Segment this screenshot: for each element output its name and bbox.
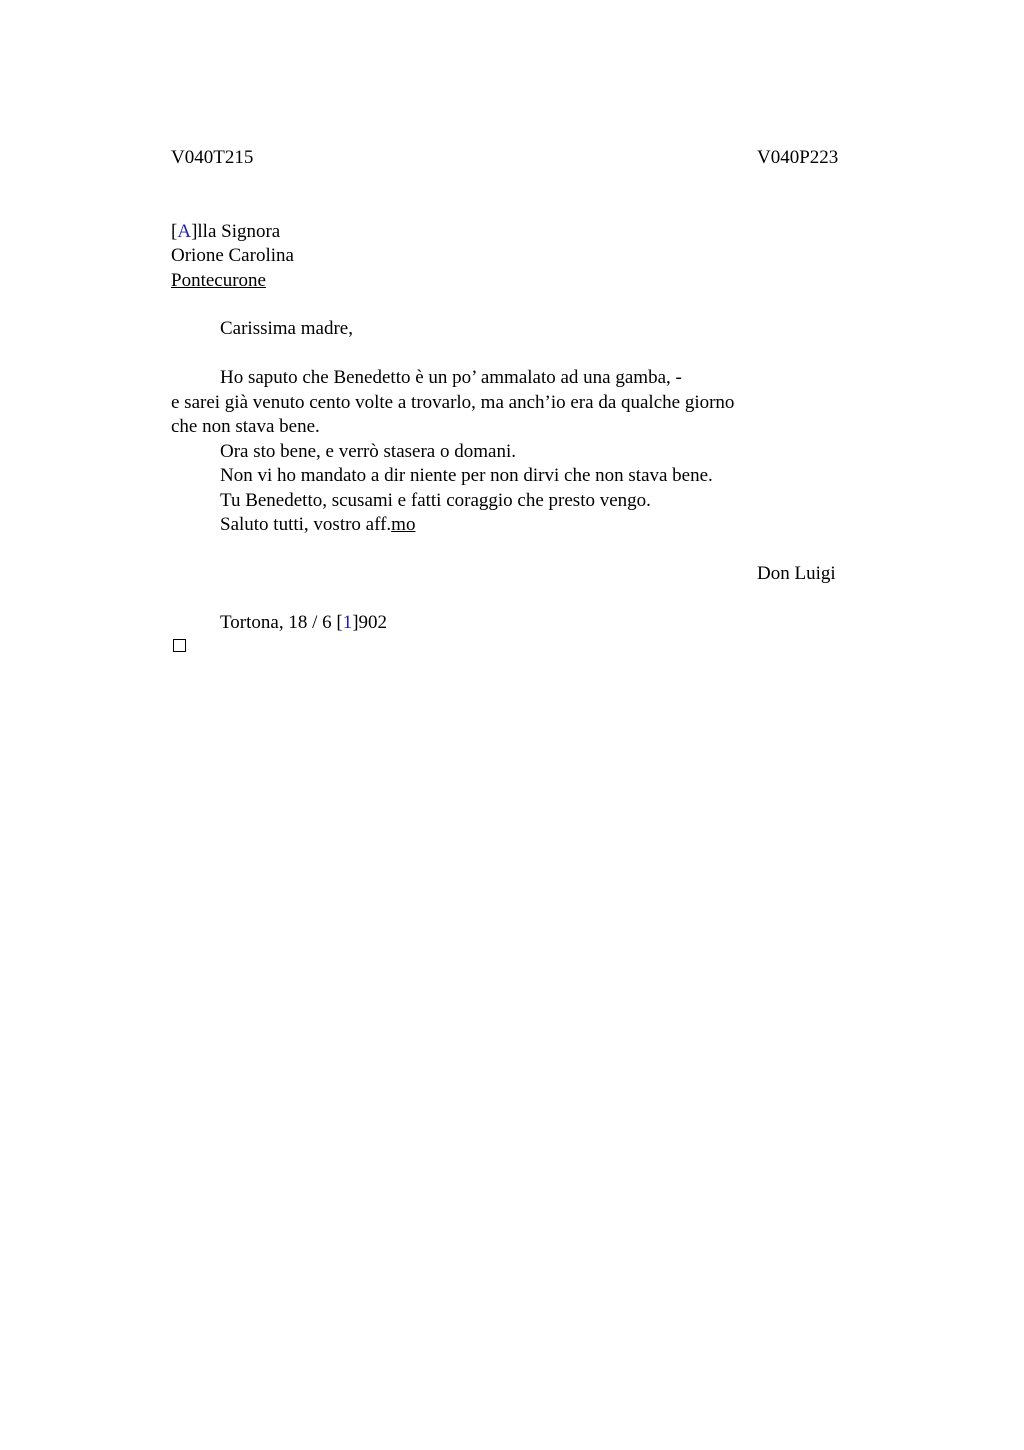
letter-closing-line [220,513,415,537]
letter-body-line: Ora sto bene, e verrò stasera o domani. [220,441,516,462]
bracket-close: ] [191,221,198,242]
closing-abbreviation: mo [391,514,416,535]
letter-body-line: che non stava bene. [171,416,320,437]
reference-code-right: V040P223 [757,147,839,168]
empty-square-icon [173,639,186,652]
letter-body-line: Non vi ho mandato a dir niente per non dirvi che non stava bene. [220,465,713,486]
date-restored-digit: 1 [342,612,353,633]
letter-body-line: e sarei già venuto cento volte a trovarlo, ma anch’io era da qualche giorno [171,392,735,413]
letter-salutation: Carissima madre, [220,318,353,339]
date-prefix: Tortona, 18 / 6 [ [220,612,343,633]
address-title-rest: lla Signora [197,221,281,242]
reference-code-left: V040T215 [171,147,254,168]
date-suffix: ]902 [352,612,388,633]
restored-letter: A [177,221,192,242]
address-line-recipient-title [171,220,280,244]
bracket-open: [ [171,221,178,242]
address-line-recipient-name: Orione Carolina [171,245,294,266]
address-line-place: Pontecurone [171,270,266,291]
letter-date [220,611,387,635]
closing-text: Saluto tutti, vostro aff. [220,514,392,535]
letter-body-line: Tu Benedetto, scusami e fatti coraggio che presto vengo. [220,490,651,511]
letter-body-line: Ho saputo che Benedetto è un po’ ammalato ad una gamba, - [220,367,682,388]
letter-signature: Don Luigi [757,563,836,584]
